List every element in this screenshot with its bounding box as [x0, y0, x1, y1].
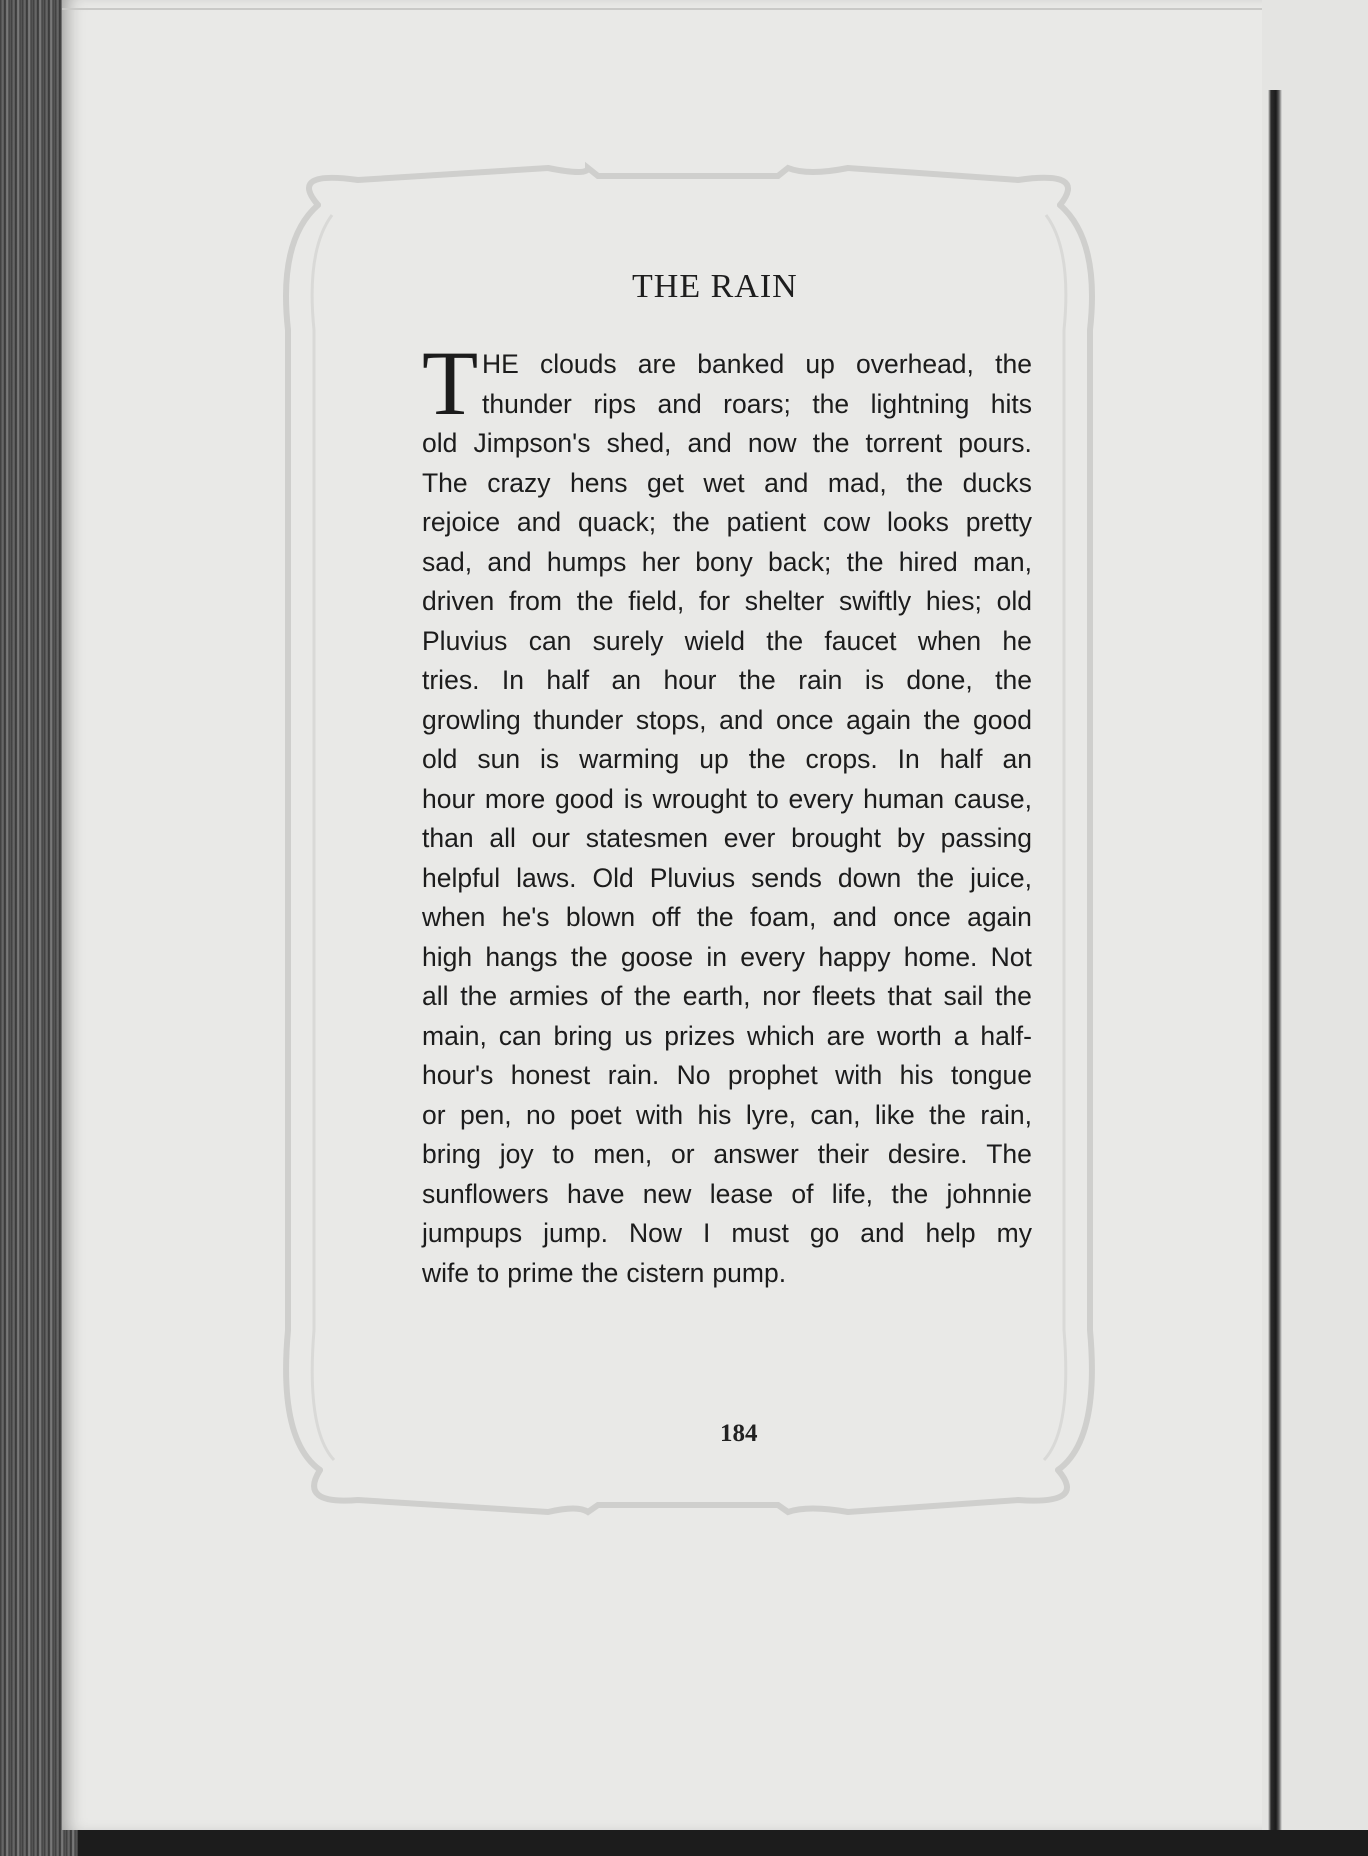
word: pretty	[965, 507, 1032, 537]
word: the	[634, 981, 671, 1011]
word: the	[766, 625, 804, 656]
word: men,	[593, 1139, 653, 1169]
word: sad,	[422, 546, 473, 577]
word: that	[887, 981, 932, 1011]
word: sun	[477, 744, 521, 774]
word: surely	[592, 625, 664, 656]
word: a	[953, 1020, 969, 1051]
word: Jimpson's	[473, 428, 591, 458]
word: bring	[422, 1139, 481, 1169]
word: the	[738, 665, 776, 695]
word: thunder	[482, 388, 572, 419]
word: the	[748, 744, 786, 774]
word: the	[812, 428, 850, 458]
word: he's	[501, 902, 550, 932]
word: goose	[620, 941, 694, 972]
word: and	[764, 467, 809, 498]
word: ever	[723, 823, 776, 853]
word: sail	[943, 981, 984, 1011]
word: is	[623, 783, 643, 814]
word: up	[699, 744, 729, 774]
word: half	[939, 744, 983, 774]
word: the	[906, 467, 944, 498]
word: lightning	[870, 388, 970, 419]
word: ducks	[962, 467, 1032, 498]
word: done,	[906, 665, 973, 695]
word: the	[581, 1257, 619, 1288]
word: of	[791, 1178, 814, 1209]
word: rain	[798, 665, 843, 695]
word: the	[917, 862, 955, 893]
word: the	[576, 586, 614, 616]
word: are	[637, 349, 677, 379]
word: an	[1002, 744, 1032, 774]
word: pours.	[958, 428, 1032, 458]
word: worth	[876, 1020, 942, 1051]
word: life,	[831, 1178, 874, 1209]
word: to	[756, 783, 779, 814]
text-line	[422, 701, 1032, 741]
word: once	[893, 902, 951, 932]
word: go	[809, 1218, 840, 1248]
word: all	[422, 981, 449, 1011]
word: wife	[422, 1257, 470, 1288]
word: and	[832, 902, 877, 932]
word: poet	[569, 1099, 622, 1130]
word: cow	[823, 507, 871, 537]
word: the	[995, 981, 1032, 1011]
word: crops.	[805, 744, 878, 774]
word: hits	[990, 388, 1032, 419]
word: armies	[508, 981, 589, 1011]
word: and	[860, 1218, 905, 1248]
word: every	[740, 941, 806, 972]
word: now	[747, 428, 797, 458]
word: driven	[422, 586, 495, 616]
word: helpful	[422, 862, 501, 893]
text-line	[422, 780, 1032, 820]
word: once	[776, 704, 834, 735]
word: pen,	[460, 1099, 512, 1130]
word: up	[805, 349, 835, 379]
word: their	[817, 1139, 870, 1169]
word: his	[899, 1060, 934, 1090]
text-line	[422, 345, 1032, 385]
text-line	[422, 464, 1032, 504]
word: have	[566, 1178, 625, 1209]
word: johnnie	[946, 1178, 1032, 1209]
word: can	[528, 625, 572, 656]
text-line	[422, 1017, 1032, 1057]
word: faucet	[824, 625, 897, 656]
word: tries.	[422, 665, 480, 695]
word: again	[967, 902, 1032, 932]
text-line	[422, 819, 1032, 859]
word: prizes	[664, 1020, 735, 1051]
word: Old	[592, 862, 634, 893]
word: earth,	[682, 981, 751, 1011]
word: stops,	[635, 704, 707, 735]
word: pump.	[712, 1257, 787, 1288]
word: human	[863, 783, 945, 814]
word: shelter	[744, 586, 825, 616]
word: the	[570, 941, 608, 972]
word: get	[647, 467, 684, 498]
text-line	[422, 859, 1032, 899]
word: of	[600, 981, 623, 1011]
poem-body	[422, 332, 1032, 1293]
word: Pluvius	[422, 625, 508, 656]
word: hired	[898, 546, 958, 577]
word: the	[929, 1099, 966, 1130]
text-line	[422, 385, 1032, 425]
word: and	[516, 507, 562, 537]
text-line	[422, 1254, 1032, 1294]
word: for	[699, 586, 730, 616]
word: must	[731, 1218, 789, 1248]
word: an	[611, 665, 642, 695]
word: growling	[422, 704, 521, 735]
word: hour's	[422, 1060, 494, 1090]
word: the	[891, 1178, 929, 1209]
word: humps	[546, 546, 627, 577]
word: or	[422, 1099, 446, 1130]
word: like	[874, 1099, 915, 1130]
text-line	[422, 661, 1032, 701]
word: overhead,	[856, 349, 974, 379]
word: when	[917, 625, 982, 656]
word: desire.	[887, 1139, 968, 1169]
word: us	[624, 1020, 653, 1051]
text-line	[422, 898, 1032, 938]
word: old	[996, 586, 1032, 616]
word: I	[703, 1218, 711, 1248]
word: joy	[499, 1139, 534, 1169]
word: help	[925, 1218, 976, 1248]
word: lyre,	[745, 1099, 796, 1130]
word: HE	[482, 349, 519, 379]
word: in	[706, 941, 727, 972]
word: the	[846, 546, 884, 577]
drop-cap: T	[422, 332, 479, 434]
word: from	[508, 586, 562, 616]
word: with	[835, 1060, 883, 1090]
word: bring	[553, 1020, 613, 1051]
text-line	[422, 424, 1032, 464]
word: my	[996, 1218, 1032, 1248]
word: warming	[579, 744, 680, 774]
word: juice,	[970, 862, 1032, 893]
word: and	[487, 546, 532, 577]
word: are	[826, 1020, 865, 1051]
word: than	[422, 823, 474, 853]
word: happy	[818, 941, 891, 972]
word: The	[422, 467, 468, 498]
facing-page-fold	[1268, 90, 1282, 1830]
word: banked	[697, 349, 785, 379]
word: good	[554, 783, 614, 814]
word: is	[540, 744, 560, 774]
word: main,	[422, 1020, 487, 1051]
text-line	[422, 622, 1032, 662]
word: off	[651, 902, 681, 932]
word: and	[657, 388, 702, 419]
word: Now	[628, 1218, 682, 1248]
text-line	[422, 503, 1032, 543]
word: prime	[507, 1257, 574, 1288]
word: wield	[684, 625, 746, 656]
word: cause,	[953, 783, 1032, 814]
word: wet	[703, 467, 745, 498]
word: the	[995, 349, 1032, 379]
word: the	[812, 388, 850, 419]
word: In	[501, 665, 524, 695]
word: In	[897, 744, 920, 774]
word: nor	[762, 981, 801, 1011]
page-number: 184	[720, 1420, 758, 1447]
word: the	[923, 704, 961, 735]
word: our	[531, 823, 570, 853]
word: answer	[713, 1139, 799, 1169]
word: rips	[593, 388, 637, 419]
word: new	[642, 1178, 692, 1209]
word: tongue	[950, 1060, 1032, 1090]
word: the	[696, 902, 734, 932]
text-line	[422, 1135, 1032, 1175]
word: man,	[973, 546, 1032, 577]
word: Pluvius	[649, 862, 736, 893]
word: prophet	[727, 1060, 818, 1090]
word: cistern	[626, 1257, 705, 1288]
word: sunflowers	[422, 1178, 549, 1209]
word: hangs	[485, 941, 558, 972]
word: looks	[887, 507, 949, 537]
word: roars;	[723, 388, 791, 419]
word: crazy	[487, 467, 551, 498]
word: No	[676, 1060, 711, 1090]
word: foam,	[750, 902, 817, 932]
word: brought	[791, 823, 882, 853]
word: field,	[628, 586, 685, 616]
word: sends	[751, 862, 822, 893]
word: Not	[990, 941, 1032, 972]
word: the	[672, 507, 710, 537]
word: blown	[565, 902, 636, 932]
text-line	[422, 740, 1032, 780]
word: rain.	[607, 1060, 660, 1090]
text-line	[422, 1096, 1032, 1136]
word: laws.	[516, 862, 577, 893]
word: by	[896, 823, 925, 853]
word: the	[460, 981, 498, 1011]
word: and	[687, 428, 732, 458]
word: all	[489, 823, 516, 853]
word: hies;	[925, 586, 982, 616]
word: half	[546, 665, 590, 695]
word: which	[746, 1020, 815, 1051]
word: shed,	[606, 428, 672, 458]
word: hour	[422, 783, 476, 814]
word: can	[498, 1020, 542, 1051]
word: jump.	[543, 1218, 608, 1248]
word: every	[788, 783, 854, 814]
word: mad,	[827, 467, 887, 498]
word: home.	[903, 941, 978, 972]
word: rejoice	[422, 507, 501, 537]
word: the	[995, 665, 1032, 695]
word: when	[422, 902, 486, 932]
word: thunder	[533, 704, 624, 735]
word: or	[670, 1139, 695, 1169]
text-line	[422, 1056, 1032, 1096]
word: swiftly	[839, 586, 912, 616]
word: passing	[940, 823, 1032, 853]
text-line	[422, 977, 1032, 1017]
word: no	[526, 1099, 556, 1130]
word: he	[1002, 625, 1032, 656]
word: high	[422, 941, 473, 972]
word: to	[477, 1257, 500, 1288]
word: old	[422, 744, 458, 774]
word: again	[846, 704, 911, 735]
word: and	[719, 704, 764, 735]
text-line	[422, 582, 1032, 622]
word: lease	[709, 1178, 774, 1209]
word: torrent	[865, 428, 943, 458]
word: with	[635, 1099, 684, 1130]
text-line	[422, 938, 1032, 978]
word: honest	[510, 1060, 591, 1090]
page-top-edge	[62, 8, 1262, 10]
word: clouds	[540, 349, 617, 379]
text-line	[422, 1175, 1032, 1215]
word: can,	[810, 1099, 861, 1130]
word: The	[986, 1139, 1032, 1169]
word: quack;	[577, 507, 657, 537]
word: is	[864, 665, 884, 695]
word: bony	[695, 546, 753, 577]
word: old	[422, 428, 458, 458]
word: jumpups	[422, 1218, 523, 1248]
word: statesmen	[585, 823, 709, 853]
text-line	[422, 1214, 1032, 1254]
word: her	[641, 546, 681, 577]
word: hens	[570, 467, 628, 498]
word: hour	[663, 665, 717, 695]
word: wrought	[652, 783, 747, 814]
poem-title: THE RAIN	[632, 268, 798, 305]
word: half-	[980, 1020, 1032, 1051]
word: good	[973, 704, 1032, 735]
word: patient	[726, 507, 807, 537]
word: his	[697, 1099, 732, 1130]
word: fleets	[812, 981, 876, 1011]
word: back;	[768, 546, 832, 577]
text-line	[422, 543, 1032, 583]
word: rain,	[980, 1099, 1032, 1130]
word: to	[552, 1139, 575, 1169]
word: more	[484, 783, 546, 814]
word: down	[837, 862, 902, 893]
